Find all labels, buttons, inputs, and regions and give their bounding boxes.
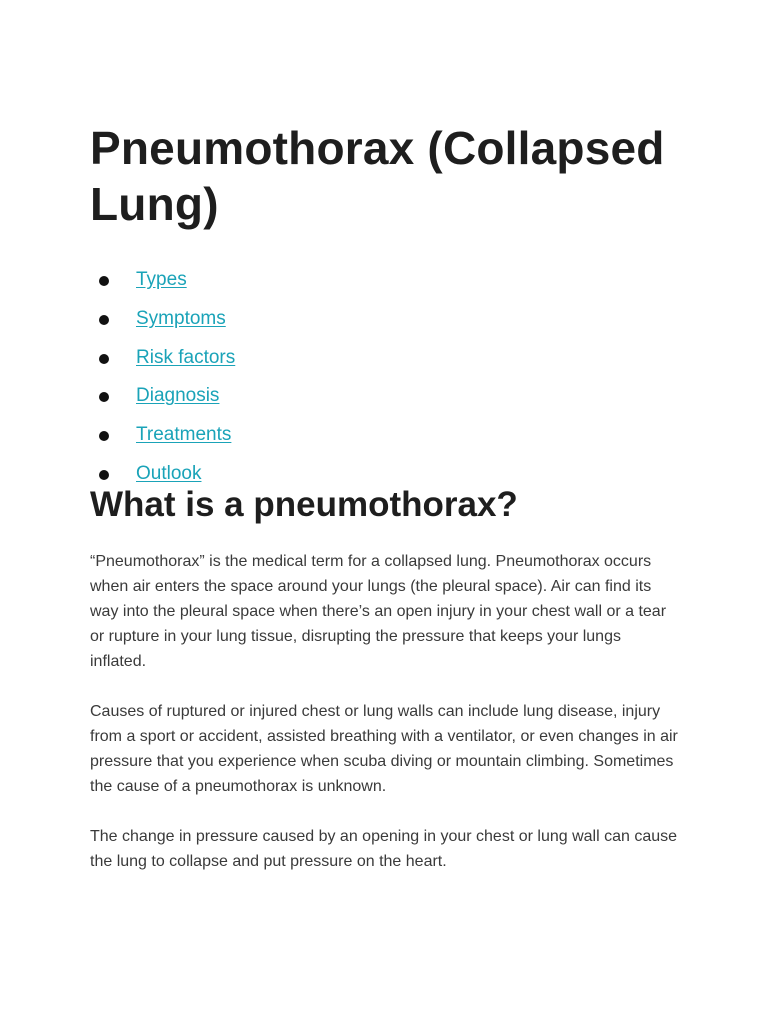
bullet-icon: [99, 315, 109, 325]
section-heading: What is a pneumothorax?: [90, 484, 518, 524]
toc-link-outlook[interactable]: Outlook: [136, 462, 202, 484]
toc-item-diagnosis: [90, 385, 680, 424]
paragraph-pressure: The change in pressure caused by an opening in your chest or lung wall can cause the lung to collapse and put pressure on the heart.: [90, 827, 678, 870]
bullet-icon: [99, 354, 109, 364]
toc-item-outlook: [90, 463, 680, 502]
page-title: Pneumothorax (Collapsed Lung): [90, 122, 665, 230]
toc-link-symptoms[interactable]: Symptoms: [136, 307, 226, 329]
toc-item-symptoms: [90, 308, 680, 347]
bullet-icon: [99, 276, 109, 286]
toc-link-treatments[interactable]: Treatments: [136, 424, 232, 446]
bullet-icon: [99, 431, 109, 441]
toc-link-types[interactable]: Types: [136, 269, 187, 290]
toc-item-types: [90, 269, 680, 308]
toc-link-diagnosis[interactable]: Diagnosis: [136, 385, 220, 407]
article: [90, 120, 680, 874]
toc-link-risk-factors[interactable]: Risk factors: [136, 346, 236, 368]
paragraph-causes: Causes of ruptured or injured chest or lung walls can include lung disease, injury from a sport or accident, assisted breathing with a ventilator, or even changes in air pressure that you experience when scuba diving or mountain climbing. Sometimes the cause of a pneumothorax is unknown.: [90, 702, 678, 795]
toc-item-treatments: [90, 424, 680, 463]
bullet-icon: [99, 392, 109, 402]
paragraph-definition: “Pneumothorax” is the medical term for a collapsed lung. Pneumothorax occurs when air enters the space around your lungs (the pleural space). Air can find its way into the pleural space when there’s an open injury in your chest wall or a tear or rupture in your lung tissue, disrupting the pressure that keeps your lungs inflated.: [90, 552, 667, 670]
toc-item-risk-factors: [90, 347, 680, 386]
table-of-contents: [90, 269, 680, 502]
bullet-icon: [99, 470, 109, 480]
